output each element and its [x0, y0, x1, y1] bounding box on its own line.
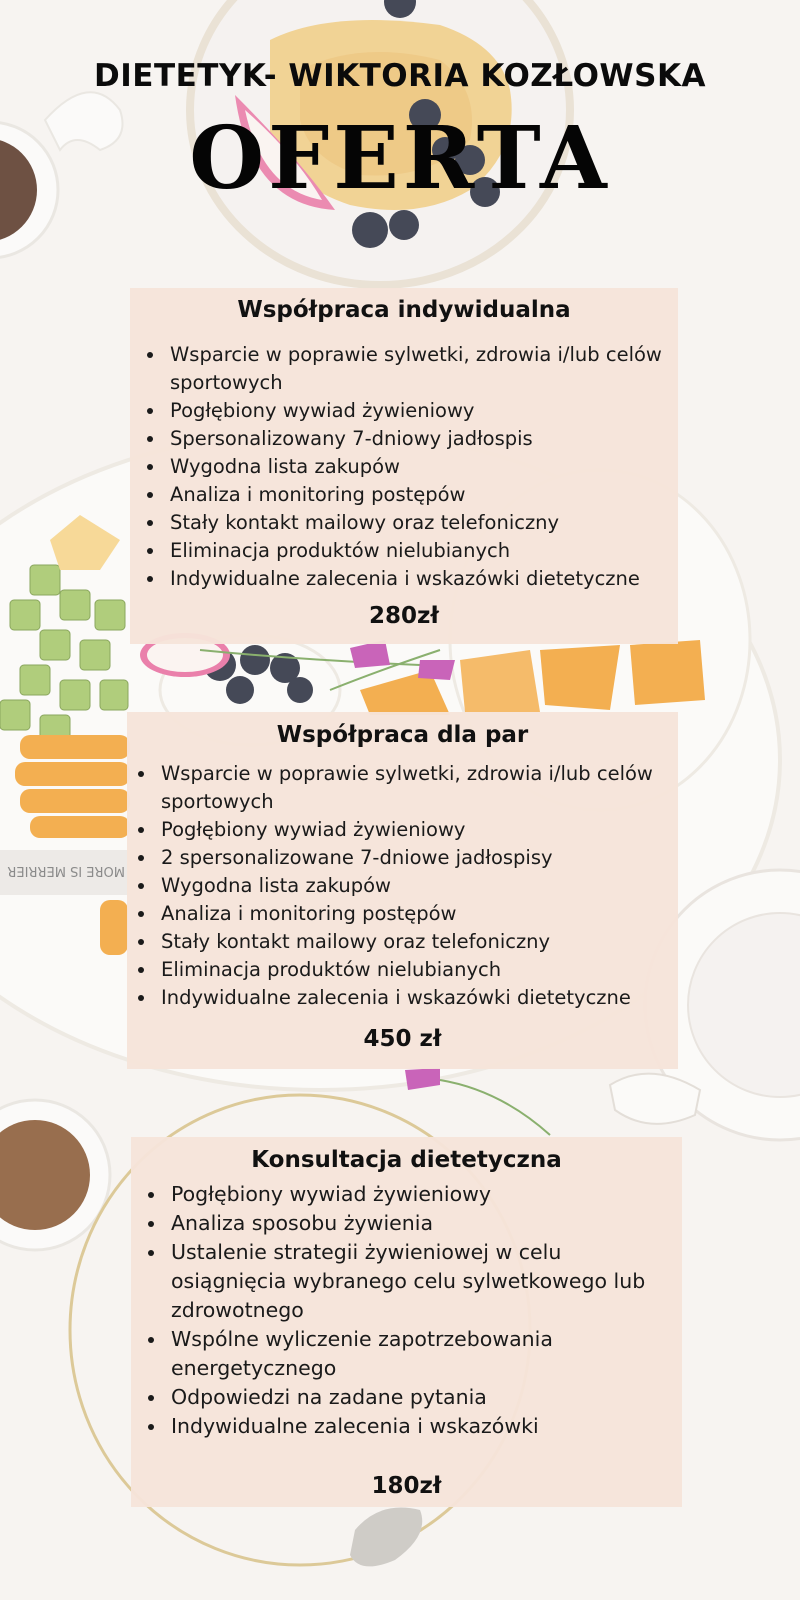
- offer-feature: • Wspólne wyliczenie zapotrzebowania energetycznego: [167, 1325, 682, 1383]
- offer-price: 180zł: [371, 1473, 442, 1499]
- offer-feature: • Eliminacja produktów nielubianych: [157, 956, 678, 984]
- offer-feature: • 2 spersonalizowane 7-dniowe jadłospisy: [157, 844, 678, 872]
- offer-feature-list: [131, 1180, 682, 1441]
- offer-feature: • Odpowiedzi na zadane pytania: [167, 1383, 682, 1412]
- offer-feature: • Analiza i monitoring postępów: [166, 481, 678, 509]
- offer-feature: • Pogłębiony wywiad żywieniowy: [166, 397, 678, 425]
- offer-feature: • Indywidualne zalecenia i wskazówki dietetyczne: [157, 984, 678, 1012]
- offer-feature: • Ustalenie strategii żywieniowej w celu osiągnięcia wybranego celu sylwetkowego lub zdrowotnego: [167, 1238, 682, 1325]
- offer-feature: • Wygodna lista zakupów: [166, 453, 678, 481]
- offer-feature: • Wygodna lista zakupów: [157, 872, 678, 900]
- offer-feature: • Indywidualne zalecenia i wskazówki dietetyczne: [166, 565, 678, 593]
- offer-title: Współpraca indywidualna: [237, 297, 571, 323]
- offer-feature: • Analiza sposobu żywienia: [167, 1209, 682, 1238]
- offer-card-consultation: [131, 1137, 682, 1507]
- offer-feature: • Stały kontakt mailowy oraz telefoniczny: [157, 928, 678, 956]
- offer-price: 450 zł: [363, 1026, 442, 1052]
- offer-feature: • Spersonalizowany 7-dniowy jadłospis: [166, 425, 678, 453]
- offer-title: Współpraca dla par: [276, 722, 529, 748]
- offer-card-individual: [130, 288, 678, 644]
- offer-feature: • Analiza i monitoring postępów: [157, 900, 678, 928]
- mug-text: MORE IS MERRIER: [7, 863, 125, 878]
- offer-feature: • Indywidualne zalecenia i wskazówki: [167, 1412, 682, 1441]
- offer-feature: • Stały kontakt mailowy oraz telefoniczny: [166, 509, 678, 537]
- offer-price: 280zł: [369, 603, 439, 629]
- offer-feature-list: [130, 341, 678, 593]
- offer-feature: • Pogłębiony wywiad żywieniowy: [157, 816, 678, 844]
- offer-title: Konsultacja dietetyczna: [251, 1147, 562, 1173]
- offer-feature: • Pogłębiony wywiad żywieniowy: [167, 1180, 682, 1209]
- page-title: OFERTA: [189, 108, 611, 209]
- offer-feature-list: [127, 760, 678, 1012]
- offer-feature: • Wsparcie w poprawie sylwetki, zdrowia i/lub celów sportowych: [157, 760, 678, 816]
- offer-feature: • Eliminacja produktów nielubianych: [166, 537, 678, 565]
- dietitian-name: DIETETYK- WIKTORIA KOZŁOWSKA: [94, 58, 706, 94]
- offer-feature: • Wsparcie w poprawie sylwetki, zdrowia i/lub celów sportowych: [166, 341, 678, 397]
- offer-card-couples: [127, 712, 678, 1069]
